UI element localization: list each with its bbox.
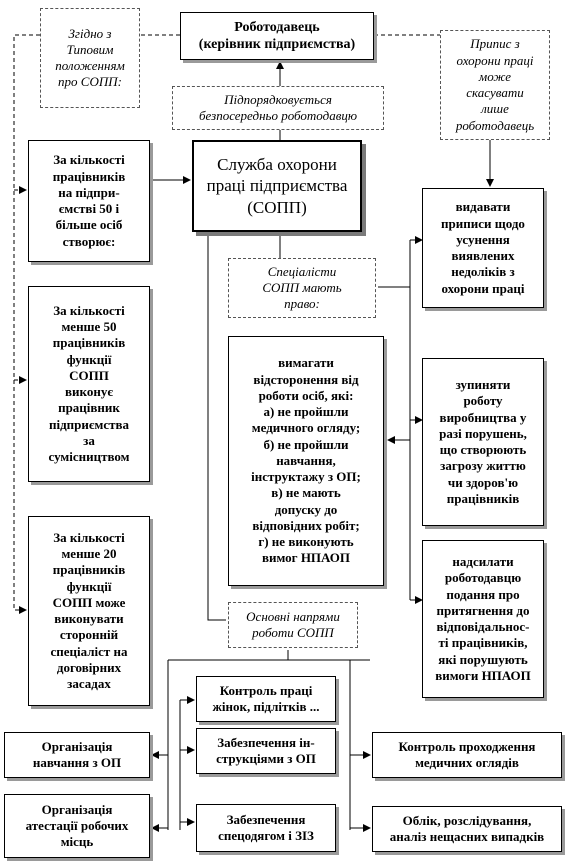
stop-work-box: зупиняти роботу виробництва у разі порушень, що створюють загрозу життю чи здоров'ю працівників [422,358,544,526]
under50-box: За кількості менше 50 працівників функції СОПП виконує працівник підприємства за сумісництвом [28,286,150,482]
orders-cancel-note: Припис з охорони праці може скасувати лише роботодавець [440,30,550,140]
subordinate-note: Підпорядковується безпосередньо роботодавцю [172,86,384,130]
main-directions-note: Основні напрями роботи СОПП [228,602,358,648]
medical-control-box: Контроль проходження медичних оглядів [372,732,562,778]
specialists-right-note: Спеціалісти СОПП мають право: [228,258,376,318]
issue-orders-box: видавати приписи щодо усунення виявлених недоліків з охорони праці [422,188,544,308]
under20-box: За кількості менше 20 працівників функції СОПП може виконувати сторонній спеціаліст на договірних засадах [28,516,150,706]
over50-box: За кількості працівників на підпри- ємстві 50 і більше осіб створює: [28,140,150,262]
training-box: Організація навчання з ОП [4,732,150,778]
instructions-box: Забезпечення ін- струкціями з ОП [196,728,336,774]
employer-box: Роботодавець (керівник підприємства) [180,12,374,60]
ppe-box: Забезпечення спецодягом і ЗІЗ [196,804,336,852]
accounting-box: Облік, розслідування, аналіз нещасних випадків [372,806,562,852]
per-regulation-note: Згідно з Типовим положенням про СОПП: [40,8,140,108]
certification-box: Організація атестації робочих місць [4,794,150,858]
control-women-box: Контроль праці жінок, підлітків ... [196,676,336,722]
submit-employer-box: надсилати роботодавцю подання про притягнення до відповідальнос- ті працівників, які порушують вимоги НПАОП [422,540,544,698]
main-service-box: Служба охорони праці підприємства (СОПП) [192,140,362,232]
demand-removal-box: вимагати відсторонення від роботи осіб, які: а) не пройшли медичного огляду; б) не пройшли навчання, інструктажу з ОП; в) не мають допуску до відповідних робіт; г) не виконують вимог НПАОП [228,336,384,586]
